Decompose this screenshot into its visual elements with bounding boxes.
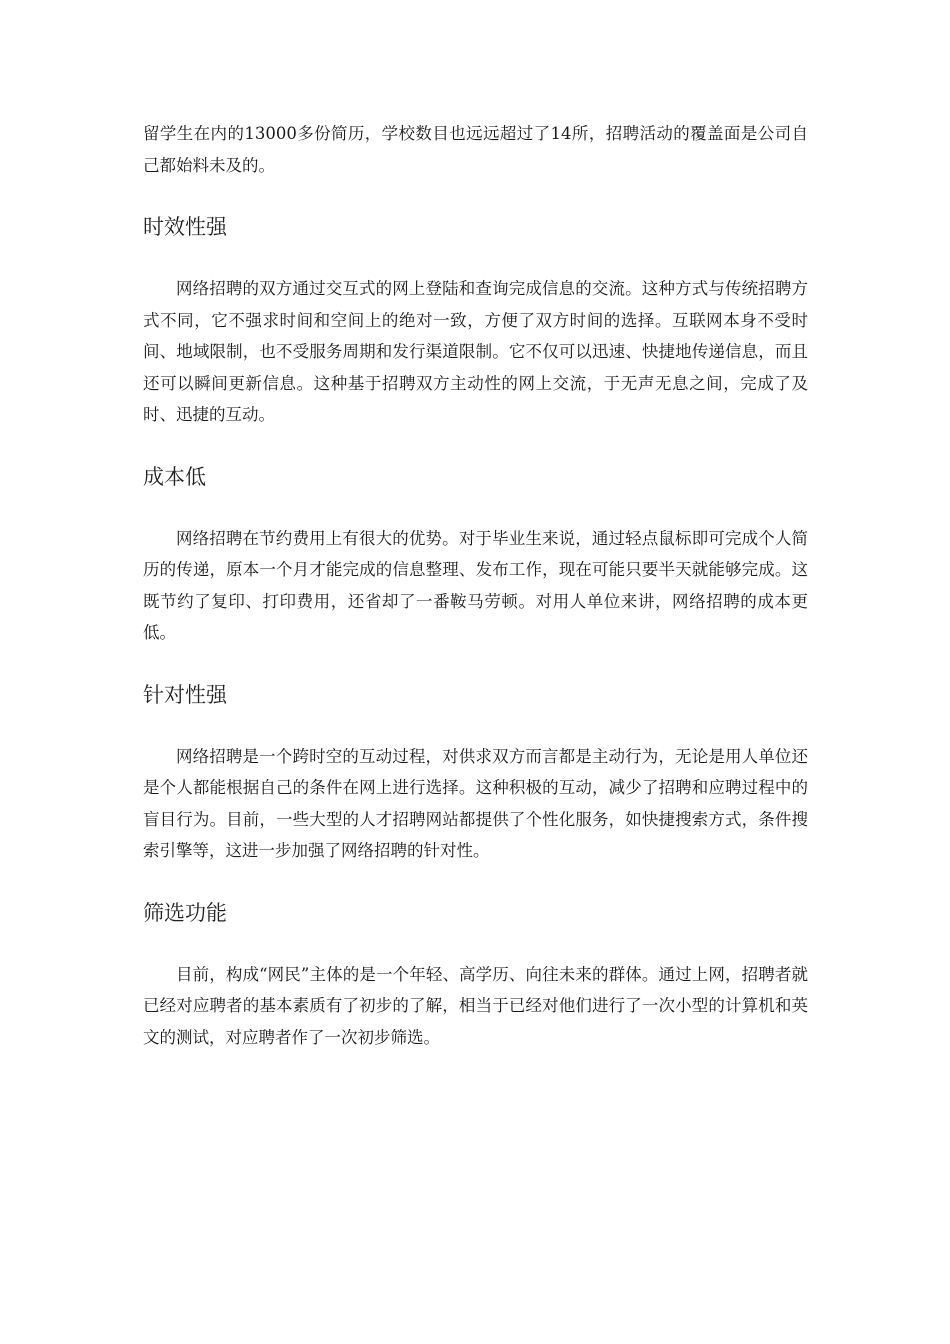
section-heading-low-cost: 成本低 [143,464,206,489]
section-heading-timeliness: 时效性强 [143,215,227,239]
section-body-timeliness: 网络招聘的双方通过交互式的网上登陆和查询完成信息的交流。这种方式与传统招聘方式不同，它不强求时间和空间上的绝对一致，方便了双方时间的选择。互联网本身不受时间、地域限制，也不受服务周期和发行渠道限制。它不仅可以迅速、快捷地传递信息，而且还可以瞬间更新信息。这种基于招聘双方主动性的网上交流，于无声无息之间，完成了及时、迅捷的互动。 [143,279,808,424]
section-body-screening: 目前，构成“网民”主体的是一个年轻、高学历、向往未来的群体。通过上网，招聘者就已经对应聘者的基本素质有了初步的了解，相当于已经对他们进行了一次小型的计算机和英文的测试，对应聘者作了一次初步筛选。 [143,964,808,1047]
section-heading-targeted: 针对性强 [143,682,227,707]
section-heading-screening: 筛选功能 [143,900,227,925]
section-body-targeted: 网络招聘是一个跨时空的互动过程，对供求双方而言都是主动行为，无论是用人单位还是个人都能根据自己的条件在网上进行选择。这种积极的互动，减少了招聘和应聘过程中的盲目行为。目前，一些大型的人才招聘网站都提供了个性化服务，如快捷搜索方式，条件搜索引擎等，这进一步加强了网络招聘的针对性。 [143,746,808,860]
section-body-low-cost: 网络招聘在节约费用上有很大的优势。对于毕业生来说，通过轻点鼠标即可完成个人简历的传递，原本一个月才能完成的信息整理、发布工作，现在可能只要半天就能够完成。这既节约了复印、打印费用，还省却了一番鞍马劳顿。对用人单位来讲，网络招聘的成本更低。 [143,528,808,642]
intro-paragraph: 留学生在内的13000多份简历，学校数目也远远超过了14所，招聘活动的覆盖面是公司自己都始料未及的。 [143,124,808,175]
document-page [143,118,808,1053]
